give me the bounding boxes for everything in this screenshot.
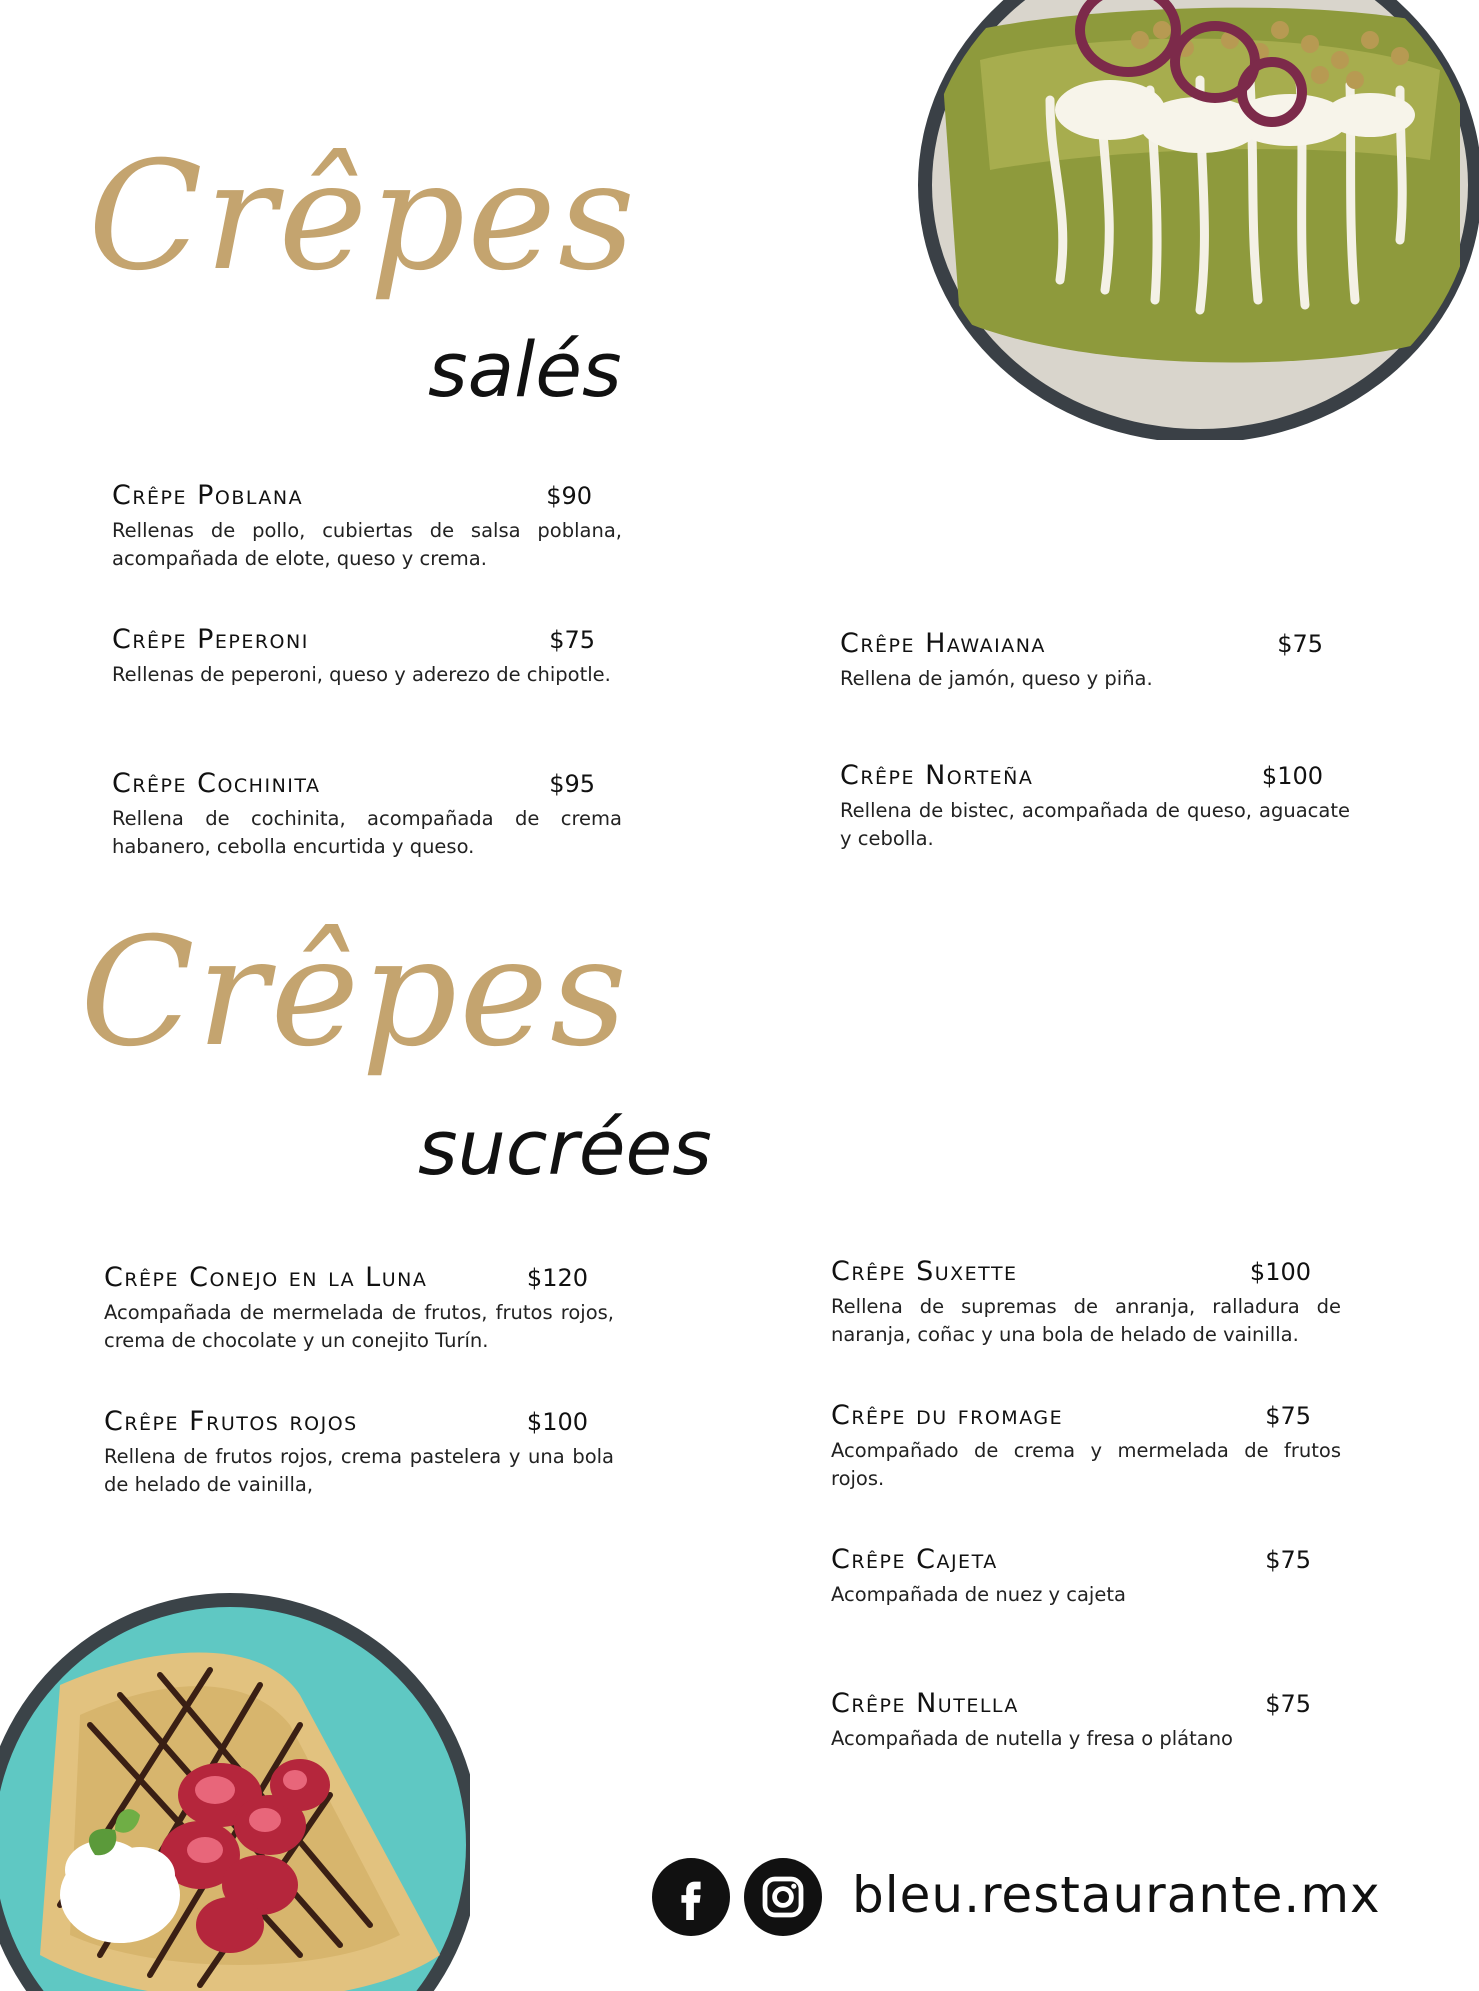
item-name: Crêpe Suxette: [831, 1256, 1018, 1287]
item-description: Rellena de cochinita, acompañada de crema habanero, cebolla encurtida y queso.: [112, 807, 622, 858]
menu-item: [112, 624, 622, 689]
item-name: Crêpe Cochinita: [112, 768, 321, 799]
menu-item: [831, 1400, 1341, 1493]
website-link[interactable]: bleu.restaurante.mx: [852, 1866, 1381, 1924]
menu-item: [104, 1406, 614, 1499]
item-description: Rellena de frutos rojos, crema pastelera y una bola de helado de vainilla,: [104, 1445, 614, 1496]
item-description: Rellena de supremas de anranja, ralladura de naranja, coñac y una bola de helado de vainilla.: [831, 1295, 1341, 1346]
item-price: $75: [1277, 630, 1323, 658]
menu-item: [831, 1544, 1341, 1609]
item-price: $100: [1249, 1258, 1311, 1286]
item-description: Acompañada de mermelada de frutos, frutos rojos, crema de chocolate y un conejito Turín.: [104, 1301, 614, 1352]
facebook-link[interactable]: [652, 1858, 730, 1936]
sweet-heading-script: Crêpes: [80, 906, 630, 1080]
item-price: $75: [1265, 1690, 1311, 1718]
item-name: Crêpe Conejo en la Luna: [104, 1262, 428, 1293]
facebook-icon: [668, 1874, 714, 1920]
item-description: Acompañada de nuez y cajeta: [831, 1583, 1126, 1606]
savory-heading-script: Crêpes: [88, 130, 638, 304]
item-price: $75: [1265, 1402, 1311, 1430]
item-price: $75: [549, 626, 595, 654]
item-price: $95: [549, 770, 595, 798]
item-price: $100: [526, 1408, 588, 1436]
menu-item: [840, 628, 1350, 693]
crepe-frutos-rojos-photo: [0, 1575, 470, 1991]
item-name: Crêpe Nutella: [831, 1688, 1019, 1719]
menu-item: [104, 1262, 614, 1355]
item-name: Crêpe Frutos rojos: [104, 1406, 358, 1437]
item-description: Rellena de bistec, acompañada de queso, aguacate y cebolla.: [840, 799, 1350, 850]
instagram-icon: [759, 1873, 807, 1921]
item-name: Crêpe Norteña: [840, 760, 1034, 791]
menu-item: [112, 480, 622, 573]
item-description: Acompañada de nutella y fresa o plátano: [831, 1727, 1233, 1750]
item-description: Acompañado de crema y mermelada de frutos rojos.: [831, 1439, 1341, 1490]
item-name: Crêpe Cajeta: [831, 1544, 998, 1575]
item-name: Crêpe Poblana: [112, 480, 304, 511]
menu-item: [831, 1256, 1341, 1349]
item-price: $100: [1261, 762, 1323, 790]
item-description: Rellenas de peperoni, queso y aderezo de chipotle.: [112, 663, 611, 686]
item-name: Crêpe Hawaiana: [840, 628, 1046, 659]
item-price: $120: [526, 1264, 588, 1292]
crepes-poblana-photo: [900, 0, 1479, 440]
sweet-heading-subtitle: sucrées: [418, 1103, 712, 1192]
menu-item: [831, 1688, 1341, 1753]
menu-item: [112, 768, 622, 861]
instagram-link[interactable]: [744, 1858, 822, 1936]
item-description: Rellenas de pollo, cubiertas de salsa poblana, acompañada de elote, queso y crema.: [112, 519, 622, 570]
savory-heading-subtitle: salés: [428, 325, 622, 414]
item-name: Crêpe du fromage: [831, 1400, 1064, 1431]
item-price: $75: [1265, 1546, 1311, 1574]
item-description: Rellena de jamón, queso y piña.: [840, 667, 1153, 690]
item-name: Crêpe Peperoni: [112, 624, 309, 655]
menu-item: [840, 760, 1350, 853]
item-price: $90: [546, 482, 592, 510]
